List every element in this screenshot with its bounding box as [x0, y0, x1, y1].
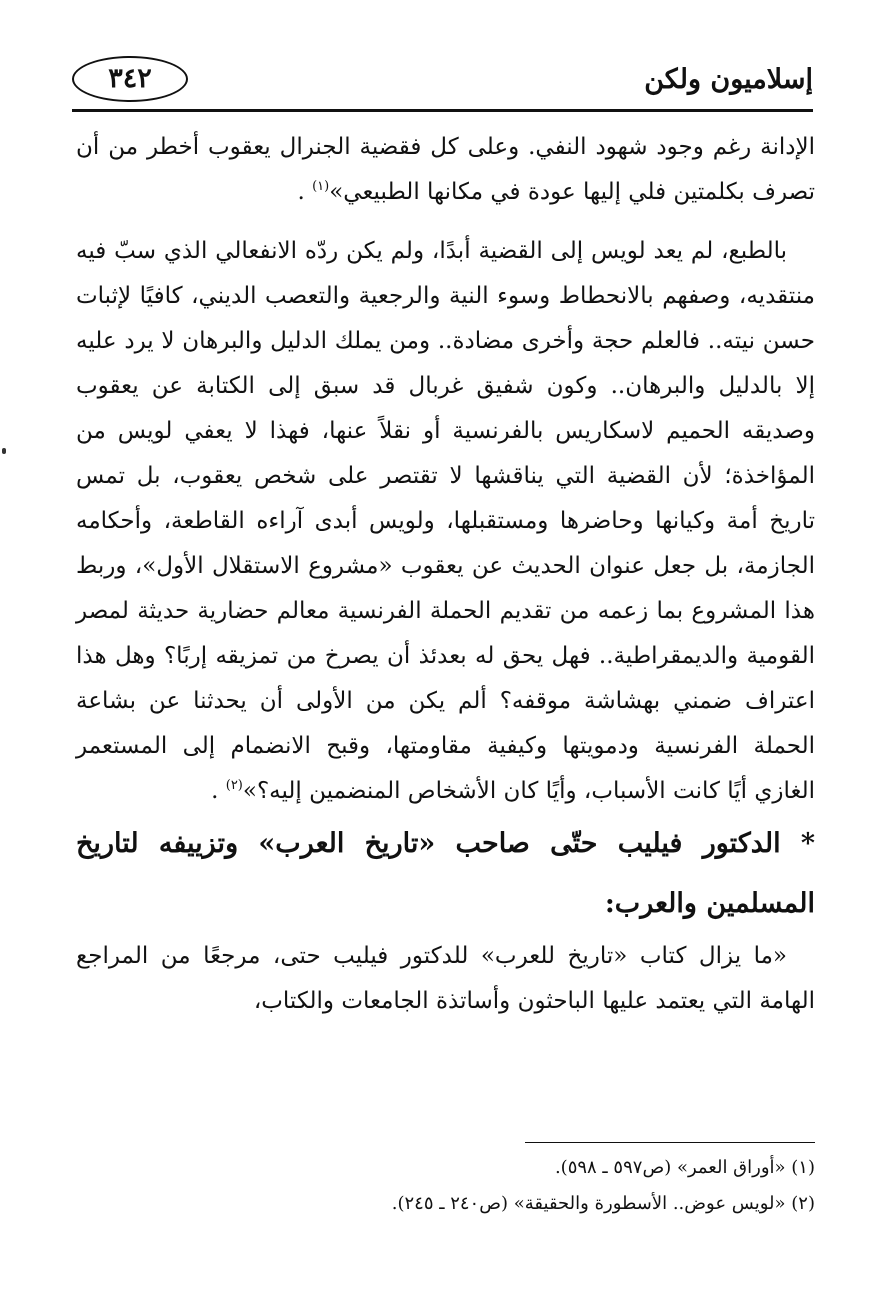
header-rule [72, 109, 813, 112]
footnote-2: (٢) «لويس عوض.. الأسطورة والحقيقة» (ص٢٤٠ ـ ٢٤٥). [391, 1193, 815, 1214]
margin-mark [2, 448, 6, 454]
footnote-ref-1: (١) [312, 179, 330, 194]
paragraph-1-text: الإدانة رغم وجود شهود النفي. وعلى كل فقضية الجنرال يعقوب أخطر من أن تصرف بكلمتين فلي إليها عودة في مكانها الطبيعي» [76, 134, 815, 205]
footnotes [76, 1150, 815, 1222]
section-heading: * الدكتور فيليب حتّى صاحب «تاريخ العرب» وتزييفه لتاريخ المسلمين والعرب: [76, 828, 815, 919]
paragraph-2-text: بالطبع، لم يعد لويس إلى القضية أبدًا، ولم يكن ردّه الانفعالي الذي سبّ فيه منتقديه، وصفهم بالانحطاط وسوء النية والرجعية والتعصب الديني، كافيًا لإثبات حسن نيته.. فالعلم حجة وأخرى مضادة.. ومن يملك الدليل والبرهان لا يرد عليه إلا بالدليل والبرهان.. وكون شفيق غربال قد سبق إلى الكتابة عن يعقوب وصديقه الحميم لاسكاريس بالفرنسية أو نقلاً عنها، فهذا لا يعفي لويس من المؤاخذة؛ لأن القضية التي يناقشها لا تقتصر على شخص يعقوب، بل تمس تاريخ أمة وكيانها وحاضرها ومستقبلها، ولويس أبدى آراءه القاطعة، وأحكامه الجازمة، بل جعل عنوان الحديث عن يعقوب «مشروع الاستقلال الأول»، وربط هذا المشروع بما زعمه من تقديم الحملة الفرنسية معالم حضارية حديثة لمصر القومية والديمقراطية.. فهل يحق له بعدئذ أن يصرخ من تمزيقه إربًا؟ وهل هذا اعتراف ضمني بهشاشة موقفه؟ ألم يكن من الأولى أن يحدثنا عن بشاعة الحملة الفرنسية ودمويتها وكيفية مقاومتها، وقبح الانضمام إلى المستعمر الغازي أيًا كانت الأسباب، وأيًا كان الأشخاص المنضمين إليه؟» [76, 238, 815, 804]
paragraph-1 [76, 125, 815, 215]
paragraph-1-end: . [297, 179, 313, 205]
footnote-ref-2: (٢) [225, 778, 243, 793]
page-number-badge: ٣٤٢ [72, 56, 188, 102]
running-title: إسلاميون ولكن [644, 64, 813, 95]
paragraph-3: «ما يزال كتاب «تاريخ للعرب» للدكتور فيليب حتى، مرجعًا من المراجع الهامة التي يعتمد عليها الباحثون وأساتذة الجامعات والكتاب، [76, 943, 815, 1014]
footnote-1: (١) «أوراق العمر» (ص٥٩٧ ـ ٥٩٨). [554, 1157, 815, 1178]
main-text [76, 125, 815, 1024]
paragraph-2-end: . [211, 778, 226, 804]
paragraph-2 [76, 229, 815, 814]
footnote-rule [525, 1142, 815, 1143]
